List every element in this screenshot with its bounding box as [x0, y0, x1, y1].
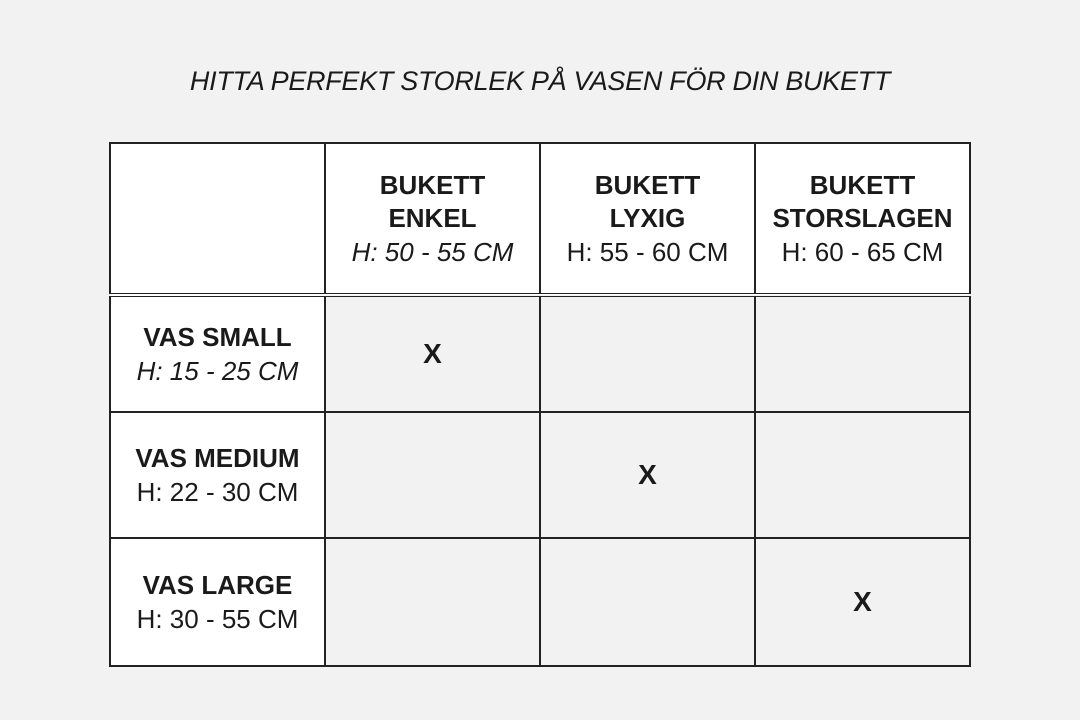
match-cell	[540, 412, 755, 538]
match-mark: X	[423, 338, 442, 369]
row-header-name: VAS SMALL	[143, 321, 292, 352]
row-header-name: VAS LARGE	[142, 569, 293, 600]
page-title: HITTA PERFEKT STORLEK PÅ VASEN FÖR DIN BUKETT	[189, 66, 891, 96]
match-cell	[325, 412, 540, 538]
row-header-name: VAS MEDIUM	[135, 442, 300, 473]
match-cell	[755, 412, 970, 538]
column-header-line1: BUKETT	[809, 169, 916, 200]
column-header-line2: LYXIG	[609, 202, 686, 233]
match-cell	[325, 295, 540, 412]
row-header-height: H: 30 - 55 CM	[136, 603, 299, 634]
row-header-medium	[110, 412, 325, 538]
table-row	[110, 295, 970, 412]
table-row	[110, 538, 970, 666]
column-header-line2: ENKEL	[388, 202, 477, 233]
column-header-line1: BUKETT	[379, 169, 486, 200]
match-mark: X	[853, 586, 872, 617]
column-header-storslagen	[755, 143, 970, 295]
table-row	[110, 412, 970, 538]
match-cell	[755, 538, 970, 666]
column-header-line1: BUKETT	[594, 169, 701, 200]
row-header-height: H: 22 - 30 CM	[136, 476, 299, 507]
match-cell	[325, 538, 540, 666]
row-header-height: H: 15 - 25 CM	[136, 355, 299, 386]
column-header-lyxig	[540, 143, 755, 295]
column-header-height: H: 60 - 65 CM	[781, 236, 944, 267]
corner-cell	[110, 143, 325, 295]
column-header-height: H: 50 - 55 CM	[351, 236, 514, 267]
row-header-large	[110, 538, 325, 666]
size-guide-table	[109, 142, 971, 667]
match-cell	[755, 295, 970, 412]
match-cell	[540, 538, 755, 666]
match-mark: X	[638, 459, 657, 490]
match-cell	[540, 295, 755, 412]
row-header-small	[110, 295, 325, 412]
column-header-line2: STORSLAGEN	[772, 202, 953, 233]
table-header-row	[110, 143, 970, 295]
column-header-enkel	[325, 143, 540, 295]
column-header-height: H: 55 - 60 CM	[566, 236, 729, 267]
